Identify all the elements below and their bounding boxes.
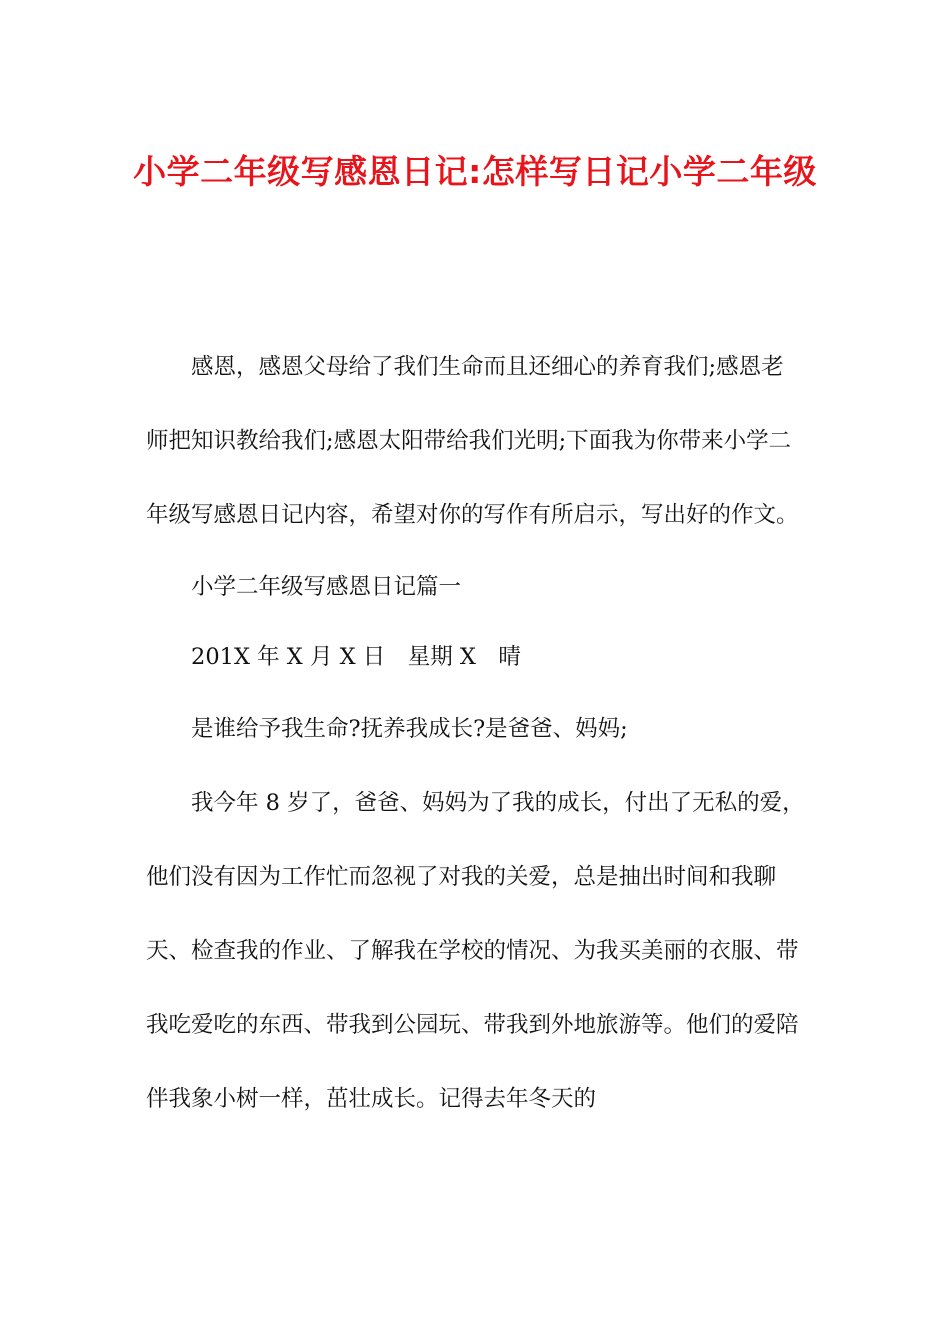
document-title: 小学二年级写感恩日记:怎样写日记小学二年级 [133, 152, 817, 191]
section-heading: 小学二年级写感恩日记篇一 [191, 574, 462, 600]
diary-paragraph: 是谁给予我生命?抚养我成长?是爸爸、妈妈; [191, 716, 628, 742]
diary-date-line: 201X 年 X 月 X 日 星期 X 晴 [191, 644, 521, 670]
intro-paragraph: 感恩，感恩父母给了我们生命而且还细心的养育我们;感恩老师把知识教给我们;感恩太阳带给我们光明;下面我为你带来小学二年级写感恩日记内容，希望对你的写作有所启示，写出好的作文。 [146, 354, 799, 528]
diary-paragraph: 我今年 8 岁了，爸爸、妈妈为了我的成长，付出了无私的爱，他们没有因为工作忙而忽视了对我的关爱，总是抽出时间和我聊天、检查我的作业、了解我在学校的情况、为我买美丽的衣服、带我吃爱吃的东西、带我到公园玩、带我到外地旅游等。他们的爱陪伴我象小树一样，茁壮成长。记得去年冬天的 [146, 790, 805, 1112]
document-body [146, 330, 806, 1136]
